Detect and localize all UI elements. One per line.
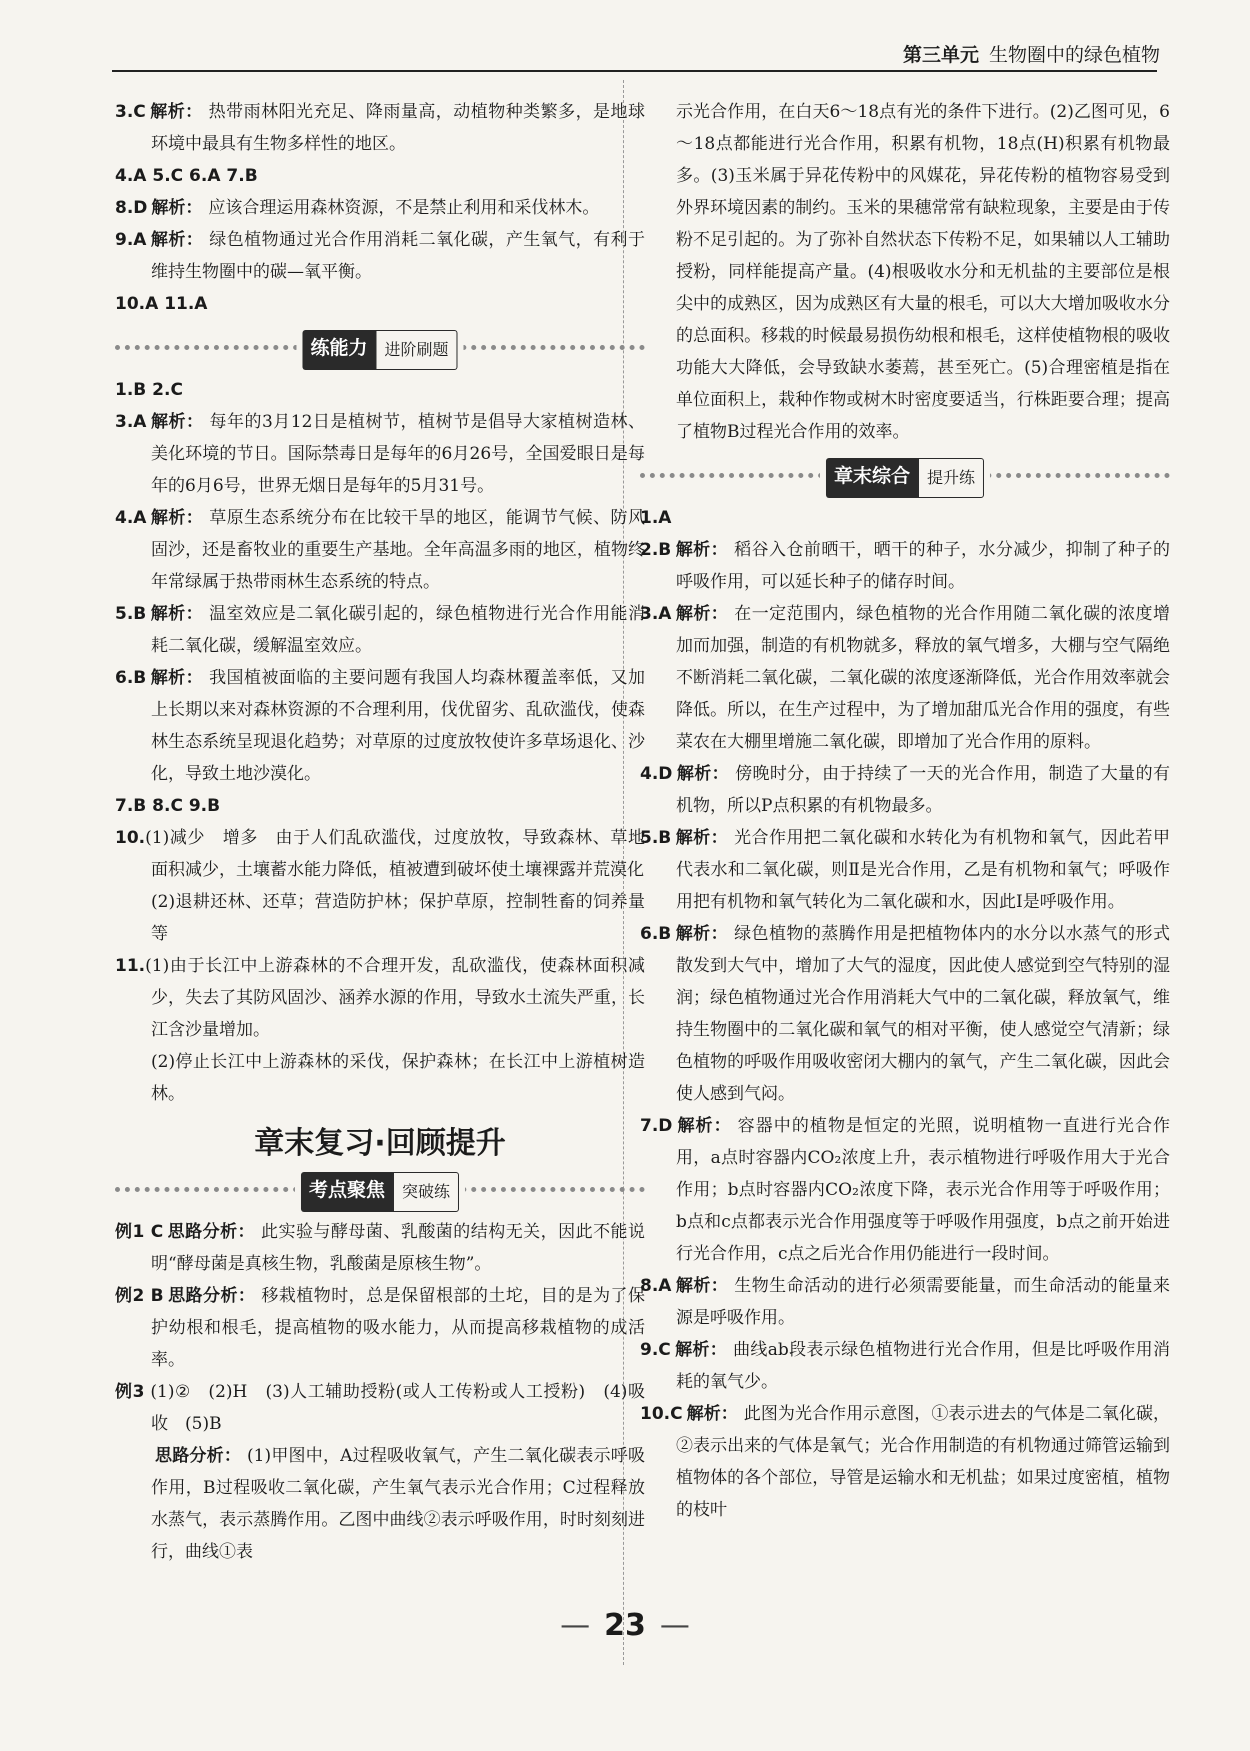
example-item: 例2 B 思路分析： 移栽植物时，总是保留根部的土坨，目的是为了保护幼根和根毛，提高植物的吸水能力，从而提高移栽植物的成活率。 xyxy=(115,1286,645,1370)
answer-item: 3.C 解析： 热带雨林阳光充足、降雨量高，动植物种类繁多，是地球环境中最具有生物多样性的地区。 xyxy=(115,102,645,154)
answer-item: 7.D 解析： 容器中的植物是恒定的光照，说明植物一直进行光合作用，a点时容器内CO₂浓度上升，表示植物进行呼吸作用大于光合作用；b点时容器内CO₂浓度下降，表示光合作用等于呼吸作用；b点和c点都表示光合作用强度等于呼吸作用强度，b点之前开始进行光合作用，c点之后光合作用仍能进行一段时间。 xyxy=(640,1116,1171,1264)
answers-group-2 xyxy=(115,374,645,1110)
answers-group-3 xyxy=(640,502,1170,1526)
answer-subline: (2)退耕还林、还草；营造防护林；保护草原，控制牲畜的饲养量等 xyxy=(151,892,645,944)
answer-item: 9.A 解析： 绿色植物通过光合作用消耗二氧化碳，产生氧气，有利于维持生物圈中的碳—氧平衡。 xyxy=(115,230,646,282)
example-item: 例3 (1)② (2)H (3)人工辅助授粉(或人工传粉或人工授粉) (4)吸收 (5)B xyxy=(115,1382,645,1434)
section-title: 章末复习·回顾提升 xyxy=(254,1126,506,1161)
section-banner-focus: 考点聚焦 突破练 xyxy=(115,1172,645,1206)
answer-item: 3.A 解析： 每年的3月12日是植树节，植树节是倡导大家植树造林、美化环境的节日。国际禁毒日是每年的6月26号，全国爱眼日是每年的6月6号，世界无烟日是每年的5月31号。 xyxy=(115,412,645,496)
answer-item: 7.B 8.C 9.B xyxy=(115,796,221,816)
answer-item: 3.A 解析： 在一定范围内，绿色植物的光合作用随二氧化碳的浓度增加而加强，制造的有机物就多，释放的氧气增多，大棚与空气隔绝不断消耗二氧化碳，二氧化碳的浓度逐渐降低，光合作用效率就会降低。所以，在生产过程中，为了增加甜瓜光合作用的强度，有些菜农在大棚里增施二氧化碳，即增加了光合作用的原料。 xyxy=(640,604,1171,752)
section-banner-chapter: 章末综合 提升练 xyxy=(640,458,1170,492)
answer-item: 6.B 解析： 我国植被面临的主要问题有我国人均森林覆盖率低，又加上长期以来对森林资源的不合理利用，伐优留劣、乱砍滥伐，使森林生态系统呈现退化趋势；对草原的过度放牧使许多草场退化、沙化，导致土地沙漠化。 xyxy=(115,668,646,784)
answer-item: 5.B 解析： 温室效应是二氧化碳引起的，绿色植物进行光合作用能消耗二氧化碳，缓解温室效应。 xyxy=(115,604,646,656)
answer-item: 1.B 2.C xyxy=(115,380,183,400)
answer-item: 8.D 解析： 应该合理运用森林资源，不是禁止利用和采伐林木。 xyxy=(115,198,600,218)
example-item: 例1 C 思路分析： 此实验与酵母菌、乳酸菌的结构无关，因此不能说明“酵母菌是真核生物，乳酸菌是原核生物”。 xyxy=(115,1222,646,1274)
answer-item: 6.B 解析： 绿色植物的蒸腾作用是把植物体内的水分以水蒸气的形式散发到大气中，增加了大气的湿度，因此使人感觉到空气特别的湿润；绿色植物通过光合作用消耗大气中的二氧化碳，释放氧气，维持生物圈中的二氧化碳和氧气的相对平衡，使人感觉空气清新；绿色植物的呼吸作用吸收密闭大棚内的氧气，产生二氧化碳，因此会使人感到气闷。 xyxy=(640,924,1171,1104)
answer-item: 8.A 解析： 生物生命活动的进行必须需要能量，而生命活动的能量来源是呼吸作用。 xyxy=(640,1276,1171,1328)
answer-item: 9.C 解析： 曲线ab段表示绿色植物进行光合作用，但是比呼吸作用消耗的氧气少。 xyxy=(640,1340,1170,1392)
answer-item: 1.A xyxy=(640,508,672,528)
answers-group-1 xyxy=(115,96,645,320)
answer-item: 2.B 解析： 稻谷入仓前晒干，晒干的种子，水分减少，抑制了种子的呼吸作用，可以延长种子的储存时间。 xyxy=(640,540,1171,592)
answer-subline: (2)停止长江中上游森林的采伐，保护森林；在长江中上游植树造林。 xyxy=(151,1052,645,1104)
section-banner-practice: 练能力 进阶刷题 xyxy=(115,330,645,364)
answer-item: 10.C 解析： 此图为光合作用示意图，①表示进去的气体是二氧化碳，②表示出来的气体是氧气；光合作用制造的有机物通过筛管运输到植物体的各个部位，导管是运输水和无机盐；如果过度密植，植物的枝叶 xyxy=(640,1404,1171,1520)
page-number: — 23 — xyxy=(560,1608,690,1643)
examples-group xyxy=(115,1216,645,1568)
answer-item: 4.A 解析： 草原生态系统分布在比较干旱的地区，能调节气候、防风固沙，还是畜牧业的重要生产基地。全年高温多雨的地区，植物终年常绿属于热带雨林生态系统的特点。 xyxy=(115,508,646,592)
continued-analysis: 示光合作用，在白天6～18点有光的条件下进行。(2)乙图可见，6～18点都能进行光合作用，积累有机物，18点(H)积累有机物最多。(3)玉米属于异花传粉中的风媒花，异花传粉的植物容易受到外界环境因素的制约。玉米的果穗常常有缺粒现象，主要是由于传粉不足引起的。为了弥补自然状态下传粉不足，如果辅以人工辅助授粉，同样能提高产量。(4)根吸收水分和无机盐的主要部位是根尖中的成熟区，因为成熟区有大量的根毛，可以大大增加吸收水分的总面积。移栽的时候最易损伤幼根和根毛，这样使植物根的吸收功能大大降低，会导致缺水萎蔫，甚至死亡。(5)合理密植是指在单位面积上，栽种作物或树木时密度要适当，行株距要合理；提高了植物B过程光合作用的效率。 xyxy=(676,102,1170,442)
page-header xyxy=(903,40,1160,67)
right-column xyxy=(640,96,1170,1526)
answer-item: 10.A 11.A xyxy=(115,294,208,314)
header-rule xyxy=(112,70,1157,72)
unit-label: 第三单元 xyxy=(902,44,979,66)
left-column xyxy=(115,96,645,1568)
example-analysis: 思路分析： (1)甲图中，A过程吸收氧气，产生二氧化碳表示呼吸作用，B过程吸收二氧化碳，产生氧气表示光合作用；C过程释放水蒸气，表示蒸腾作用。乙图中曲线②表示呼吸作用，时时刻刻进行，曲线①表 xyxy=(151,1446,645,1562)
answer-item: 10.(1)减少 增多 由于人们乱砍滥伐，过度放牧，导致森林、草地面积减少，土壤蓄水能力降低，植被遭到破坏使土壤裸露并荒漠化 xyxy=(115,828,645,880)
answer-item: 4.D 解析： 傍晚时分，由于持续了一天的光合作用，制造了大量的有机物，所以P点积累的有机物最多。 xyxy=(640,764,1170,816)
unit-title: 生物圈中的绿色植物 xyxy=(988,44,1160,66)
answer-item: 4.A 5.C 6.A 7.B xyxy=(115,166,258,186)
answer-item: 5.B 解析： 光合作用把二氧化碳和水转化为有机物和氧气，因此若甲代表水和二氧化碳，则Ⅱ是光合作用，乙是有机物和氧气；呼吸作用把有机物和氧气转化为二氧化碳和水，因此Ⅰ是呼吸作用。 xyxy=(640,828,1171,912)
answer-item: 11.(1)由于长江中上游森林的不合理开发，乱砍滥伐，使森林面积减少，失去了其防风固沙、涵养水源的作用，导致水土流失严重，长江含沙量增加。 xyxy=(115,956,645,1040)
